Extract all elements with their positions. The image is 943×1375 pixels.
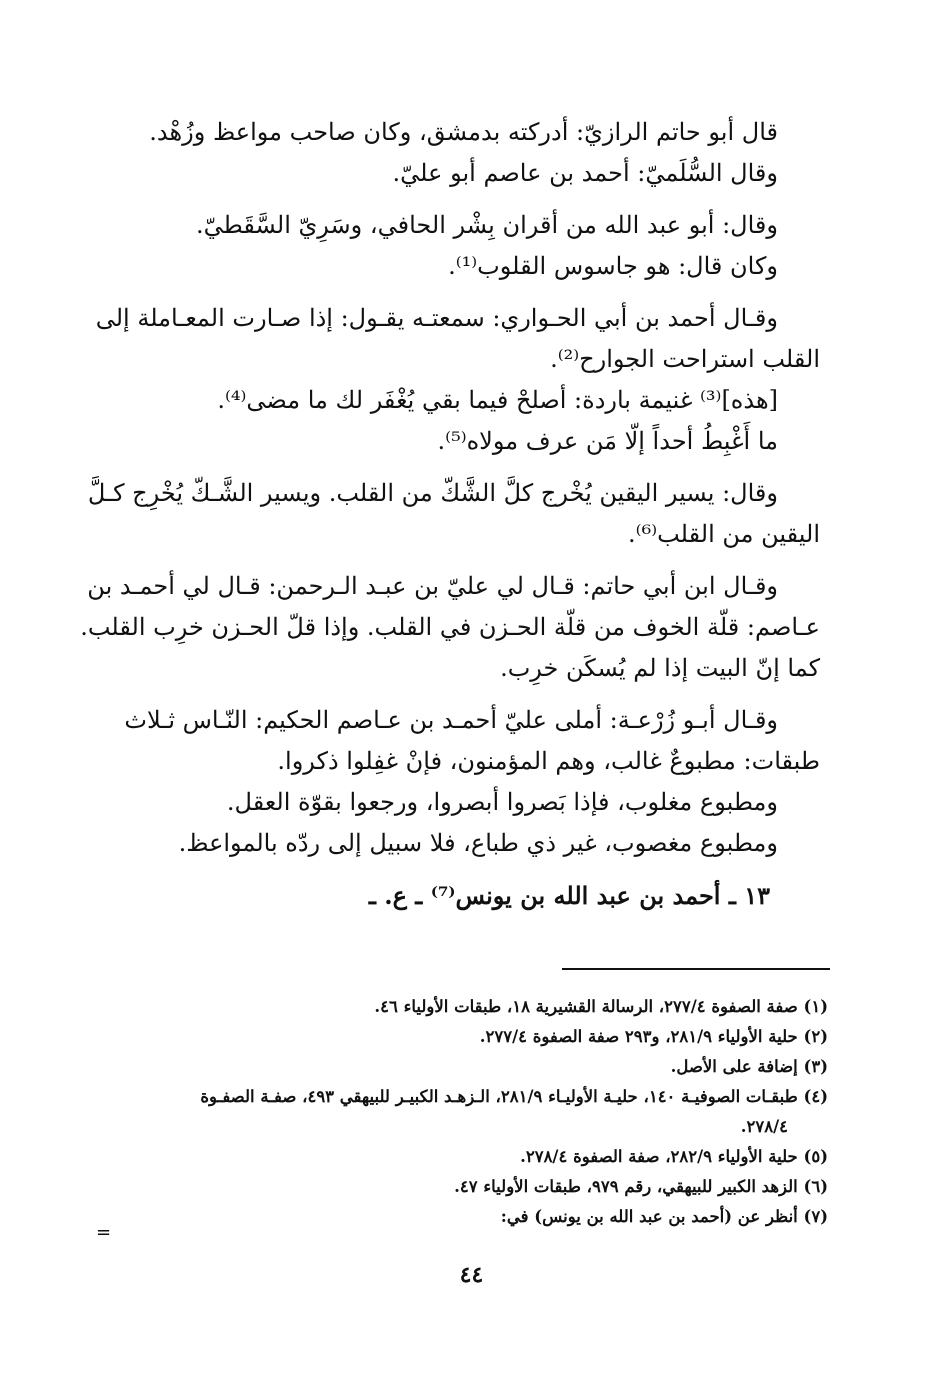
- footnote: (٦) الزهد الكبير للبيهقي، رقم ٩٧٩، طبقات الأولياء ٤٧.: [454, 1177, 828, 1196]
- footnotes: [108, 992, 828, 1232]
- text-line: كما إنّ البيت إذا لم يُسكَن خرِب.: [500, 654, 820, 682]
- text-line: وقال: يسير اليقين يُخْرج كلَّ الشَّكّ من القلب. ويسير الشَّـكّ يُخْرِج كـلَّ: [87, 479, 778, 507]
- footnote: (٧) أنظر عن (أحمد بن عبد الله بن يونس) في:: [500, 1207, 828, 1226]
- page-number: ٤٤: [459, 1262, 484, 1288]
- text-line: ومطبوع مغصوب، غير ذي طباع، فلا سبيل إلى ردّه بالمواعظ.: [178, 829, 778, 857]
- footnote: (٣) إضافة على الأصل.: [670, 1057, 828, 1076]
- text-line: اليقين من القلب⁽⁶⁾.: [628, 520, 820, 548]
- footnote-divider: [562, 968, 830, 970]
- entry-heading: ١٣ ـ أحمد بن عبد الله بن يونس⁽⁷⁾ ـ ع. ـ: [368, 881, 770, 910]
- footnote-continuation: ٢٧٨/٤.: [740, 1117, 788, 1136]
- text-line: وقال: أبو عبد الله من أقران بِشْر الحافي، وسَرِيّ السَّقَطيّ.: [196, 211, 778, 239]
- text-line: عـاصم: قلّة الخوف من قلّة الحـزن في القلب. وإذا قلّ الحـزن خرِب القلب.: [80, 613, 820, 641]
- text-line: وقـال أبـو زُرْعـة: أملى عليّ أحمـد بن عـاصم الحكيم: النّـاس ثـلاث: [124, 706, 778, 734]
- text-line: القلب استراحت الجوارح⁽²⁾.: [550, 345, 820, 373]
- body-text: [80, 112, 820, 916]
- text-line: وقـال ابن أبي حاتم: قـال لي عليّ بن عبـد الـرحمن: قـال لي أحمـد بن: [87, 572, 778, 600]
- text-line: ما أَغْبِطُ أحداً إلّا مَن عرف مولاه⁽⁵⁾.: [437, 427, 778, 455]
- footnote: (١) صفة الصفوة ٢٧٧/٤، الرسالة القشيرية ١٨، طبقات الأولياء ٤٦.: [374, 997, 828, 1016]
- footnote: (٢) حلية الأولياء ٢٨١/٩، و٢٩٣ صفة الصفوة ٢٧٧/٤.: [479, 1027, 828, 1046]
- footnote: (٤) طبقـات الصوفيـة ١٤٠، حليـة الأوليـاء ٢٨١/٩، الـزهـد الكبيـر للبيهقي ٤٩٣، صفـة الصفـوة: [200, 1087, 828, 1106]
- text-line: طبقات: مطبوعٌ غالب، وهم المؤمنون، فإنْ غفِلوا ذكروا.: [277, 747, 820, 775]
- footnote: (٥) حلية الأولياء ٢٨٢/٩، صفة الصفوة ٢٧٨/٤.: [520, 1147, 828, 1166]
- continuation-mark: =: [96, 1222, 112, 1243]
- text-line: وكان قال: هو جاسوس القلوب⁽¹⁾.: [448, 252, 778, 280]
- text-line: قال أبو حاتم الرازيّ: أدركته بدمشق، وكان صاحب مواعظ وزُهْد.: [149, 118, 778, 146]
- text-line: ومطبوع مغلوب، فإذا بَصروا أبصروا، ورجعوا بقوّة العقل.: [226, 788, 778, 816]
- text-line: وقـال أحمد بن أبي الحـواري: سمعتـه يقـول: إذا صـارت المعـاملة إلى: [95, 304, 778, 332]
- text-line: وقال السُّلَميّ: أحمد بن عاصم أبو عليّ.: [392, 159, 778, 187]
- text-line: [هذه]⁽³⁾ غنيمة باردة: أصلحْ فيما بقي يُغْفَر لك ما مضى⁽⁴⁾.: [217, 386, 778, 414]
